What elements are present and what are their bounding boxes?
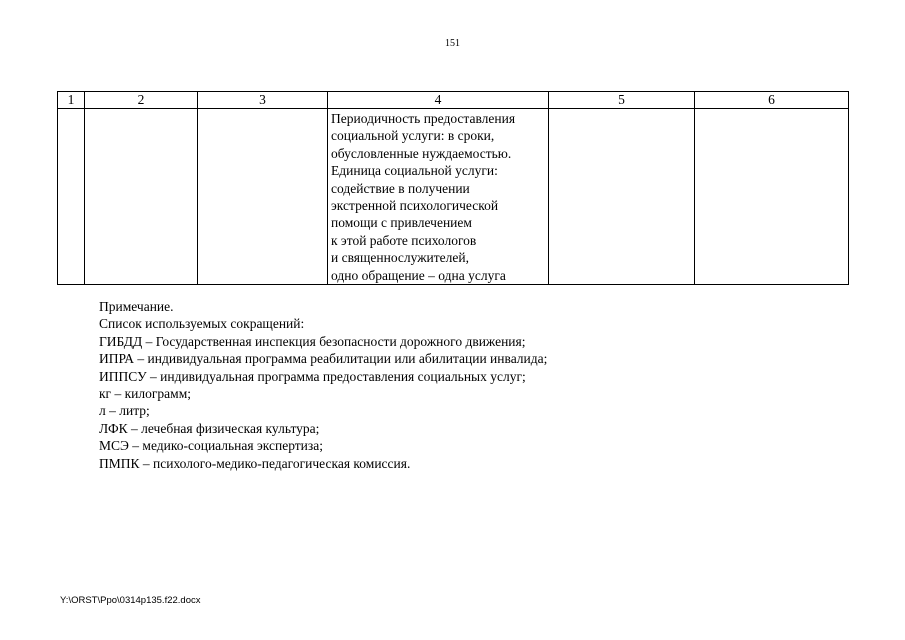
abbreviations-heading: Список используемых сокращений: [99, 316, 305, 332]
cell-text-line: Единица социальной услуги: [331, 163, 498, 179]
abbreviation-item: ГИБДД – Государственная инспекция безопасности дорожного движения; [99, 333, 526, 349]
column-header-4: 4 [328, 92, 549, 109]
cell-col-6 [695, 109, 849, 285]
column-header-5: 5 [549, 92, 695, 109]
cell-col-4 [328, 109, 549, 285]
abbreviation-item: ИППСУ – индивидуальная программа предоставления социальных услуг; [99, 368, 526, 384]
services-table [57, 91, 849, 285]
table-row [58, 109, 849, 285]
cell-text-line: содействие в получении [331, 180, 470, 196]
cell-text-line: помощи с привлечением [331, 215, 472, 231]
cell-text-line: социальной услуги: в сроки, [331, 128, 495, 144]
column-header-6: 6 [695, 92, 849, 109]
abbreviation-item: МСЭ – медико-социальная экспертиза; [99, 438, 323, 454]
cell-col-5 [549, 109, 695, 285]
abbreviation-item: ЛФК – лечебная физическая культура; [99, 420, 320, 436]
abbreviation-item: л – литр; [99, 403, 150, 419]
abbreviation-item: ИПРА – индивидуальная программа реабилитации или абилитации инвалида; [99, 351, 548, 367]
abbreviation-item: кг – килограмм; [99, 386, 191, 402]
table-header-row [58, 92, 849, 109]
cell-text-line: Периодичность предоставления [331, 111, 516, 126]
cell-text-line: одно обращение – одна услуга [331, 267, 506, 283]
cell-text-line: и священнослужителей, [331, 250, 469, 266]
abbreviation-item: ПМПК – психолого-медико-педагогическая комиссия. [99, 455, 411, 471]
column-header-1: 1 [58, 92, 85, 109]
column-header-2: 2 [85, 92, 198, 109]
column-header-3: 3 [198, 92, 328, 109]
footer-file-path: Y:\ORST\Ppo\0314p135.f22.docx [60, 595, 201, 606]
cell-text-line: обусловленные нуждаемостью. [331, 145, 512, 161]
cell-text-line: к этой работе психологов [331, 232, 477, 248]
cell-text-line: экстренной психологической [331, 198, 499, 214]
cell-col-1 [58, 109, 85, 285]
cell-col-2 [85, 109, 198, 285]
page-number: 151 [445, 38, 460, 49]
cell-col-3 [198, 109, 328, 285]
notes-section [99, 298, 547, 472]
notes-heading: Примечание. [99, 299, 174, 314]
